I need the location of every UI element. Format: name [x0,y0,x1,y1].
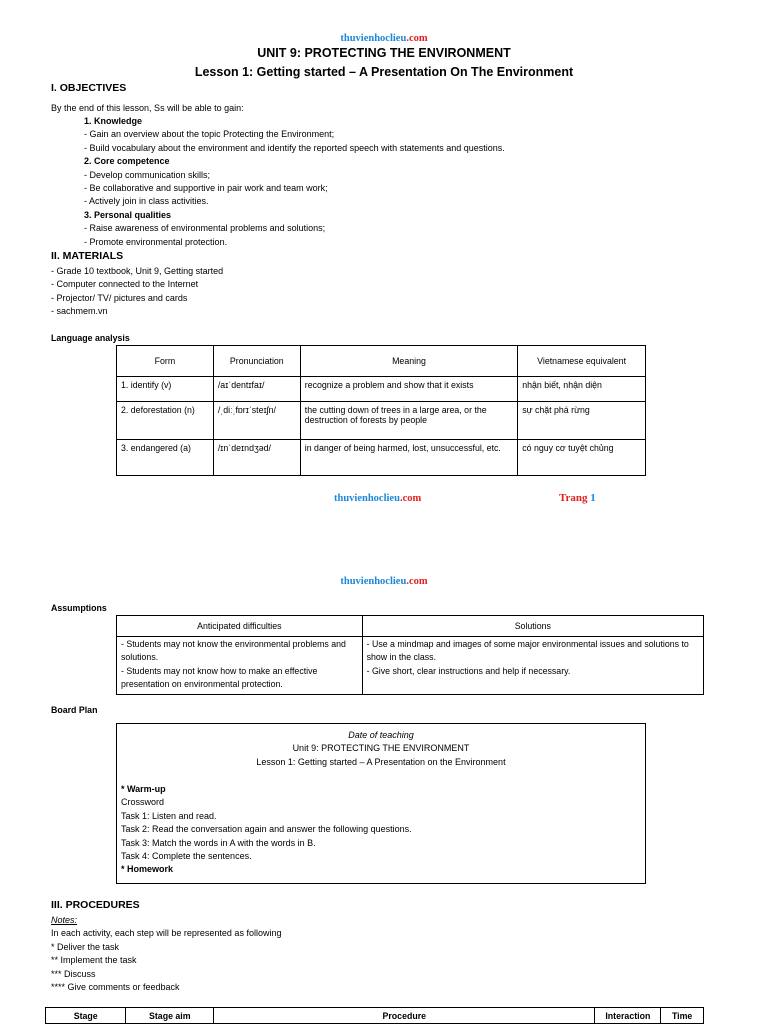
language-analysis-label: Language analysis [51,333,130,343]
column-header: Stage aim [126,1008,214,1024]
difficulty-item: - Students may not know how to make an effective presentation on environmental protection. [121,665,318,690]
objectives-intro: By the end of this lesson, Ss will be able to gain: [51,103,244,113]
personal-item: - Raise awareness of environmental problems and solutions; [84,223,326,234]
table-header-row [117,346,646,377]
warmup-label: * Warm-up [121,784,166,794]
board-line: Task 3: Match the words in A with the words in B. [121,837,316,848]
material-item: - Projector/ TV/ pictures and cards [51,292,188,303]
table-cell: recognize a problem and show that it exists [300,377,517,402]
notes-line: In each activity, each step will be represented as following [51,928,282,939]
board-plan-box [116,723,646,884]
table-row [117,637,704,695]
column-header: Time [661,1008,704,1024]
lesson-title: Lesson 1: Getting started – A Presentation On The Environment [194,65,574,79]
table-cell: 2. deforestation (n) [117,402,214,440]
assumptions-label: Assumptions [51,603,107,613]
unit-title: UNIT 9: PROTECTING THE ENVIRONMENT [257,46,511,60]
column-header: Form [117,346,214,377]
site-name: thuvienhoclieu [334,493,400,504]
material-item: - Grade 10 textbook, Unit 9, Getting started [51,266,224,276]
core-item: - Be collaborative and supportive in pair work and team work; [84,183,328,194]
site-domain: .com [399,493,422,504]
column-header: Solutions [362,616,703,637]
page-number [559,492,596,504]
personal-heading: 3. Personal qualities [84,209,172,220]
table-row [117,402,646,440]
table-cell: the cutting down of trees in a large area, or the destruction of forests by people [300,402,517,440]
table-cell: /ɪnˈdeɪndʒəd/ [213,440,300,476]
board-plan-label: Board Plan [51,705,98,715]
column-header: Vietnamese equivalent [518,346,646,377]
table-header-row [46,1008,704,1024]
page-number-value: 1 [590,492,596,504]
board-line: Task 4: Complete the sentences. [121,851,252,862]
board-unit-title: Unit 9: PROTECTING THE ENVIRONMENT [292,743,470,754]
page-label: Trang [559,492,588,504]
footer-site-link[interactable] [334,493,421,504]
board-lesson-title: Lesson 1: Getting started – A Presentation on the Environment [256,756,506,767]
table-cell: in danger of being harmed, lost, unsuccessful, etc. [300,440,517,476]
notes-line: **** Give comments or feedback [51,982,180,993]
notes-line: ** Implement the task [51,955,137,966]
site-domain: .com [406,33,428,44]
column-header: Anticipated difficulties [117,616,363,637]
core-item: - Actively join in class activities. [84,196,209,207]
material-item: - Computer connected to the Internet [51,279,199,290]
materials-list [51,265,223,319]
column-header: Procedure [214,1008,595,1024]
knowledge-item: - Build vocabulary about the environment and identify the reported speech with statements and questions. [84,142,505,153]
table-cell: 3. endangered (a) [117,440,214,476]
table-header-row [117,616,704,637]
table-cell: nhận biết, nhận diện [518,377,646,402]
site-header-link[interactable] [0,33,768,44]
core-heading: 2. Core competence [84,156,170,167]
table-cell: có nguy cơ tuyệt chủng [518,440,646,476]
solution-item: - Give short, clear instructions and help if necessary. [366,665,571,676]
difficulty-item: - Students may not know the environmental problems and solutions. [121,639,346,663]
table-cell [362,637,703,695]
column-header: Pronunciation [213,346,300,377]
table-row [117,440,646,476]
column-header: Interaction [595,1008,661,1024]
notes-line: * Deliver the task [51,941,120,952]
table-cell [117,637,363,695]
procedures-notes [51,914,281,994]
homework-label: * Homework [121,864,174,875]
table-cell: /ˌdiːˌfɒrɪˈsteɪʃn/ [213,402,300,440]
notes-label: Notes: [51,915,78,925]
date-of-teaching: Date of teaching [348,730,414,740]
objectives-list [84,115,704,249]
knowledge-heading: 1. Knowledge [84,116,143,126]
column-header: Meaning [300,346,517,377]
board-line: Task 2: Read the conversation again and answer the following questions. [121,824,412,835]
site-header-link[interactable] [0,576,768,587]
board-line: Task 1: Listen and read. [121,810,217,821]
table-cell: sự chặt phá rừng [518,402,646,440]
procedures-table [45,1007,704,1024]
table-cell: /aɪˈdentɪfaɪ/ [213,377,300,402]
materials-heading: II. MATERIALS [51,250,124,262]
notes-line: *** Discuss [51,968,96,979]
table-row [117,377,646,402]
assumptions-table [116,615,704,695]
language-analysis-table [116,345,646,476]
objectives-heading: I. OBJECTIVES [51,82,127,94]
board-line: Crossword [121,797,165,808]
table-cell: 1. identify (v) [117,377,214,402]
procedures-heading: III. PROCEDURES [51,899,140,911]
column-header: Stage [46,1008,126,1024]
site-name: thuvienhoclieu [340,33,407,44]
knowledge-item: - Gain an overview about the topic Protecting the Environment; [84,129,335,140]
personal-item: - Promote environmental protection. [84,236,228,247]
material-item: - sachmem.vn [51,306,108,317]
site-name: thuvienhoclieu [340,576,407,587]
site-domain: .com [406,576,428,587]
solution-item: - Use a mindmap and images of some major environmental issues and solutions to show in the class. [366,639,689,663]
core-item: - Develop communication skills; [84,169,211,180]
